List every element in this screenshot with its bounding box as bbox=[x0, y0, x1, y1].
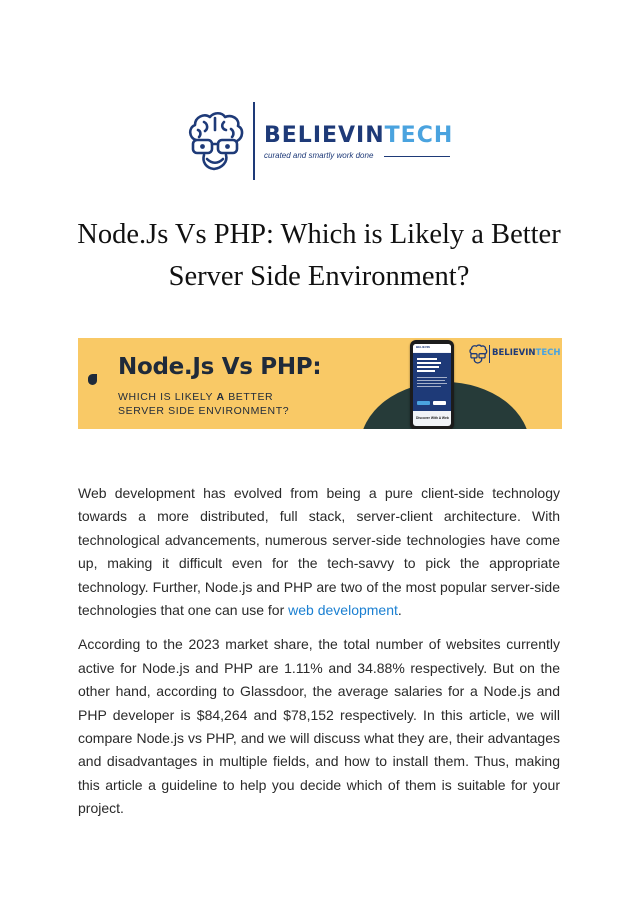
web-development-link[interactable]: web development bbox=[288, 602, 398, 619]
phone-button-primary bbox=[417, 401, 430, 405]
phone-text-line bbox=[417, 383, 447, 384]
paragraph-2: According to the 2023 market share, the total number of websites currently active for Node.js and PHP are 1.11% and 34.88% respectively. But on the other hand, according to Glassdoor, the average salaries for a Node.js and PHP developer is $84,264 and $78,152 respectively. In this article, we will compare Node.js vs PHP, and we will discuss what they are, their advantages and disadvantages in multiple fields, and how to install them. Thus, making this article a guideline to help you decide which of them is suitable for your project. bbox=[78, 636, 560, 817]
banner-logo-divider bbox=[489, 345, 490, 363]
phone-text-line bbox=[417, 380, 445, 381]
brain-with-glasses-icon bbox=[468, 344, 488, 364]
article-body bbox=[78, 482, 560, 832]
paragraph-1 bbox=[78, 482, 560, 622]
phone-screen bbox=[413, 344, 451, 426]
phone-mockup-icon bbox=[410, 340, 454, 429]
banner-subheading bbox=[118, 390, 289, 418]
banner-sub-line1-end: BETTER bbox=[224, 391, 274, 403]
phone-footer-text: Discover With A Web bbox=[416, 416, 449, 420]
phone-text-line bbox=[417, 362, 441, 364]
phone-text-line bbox=[417, 358, 437, 360]
banner-brand-dark: BELIEVIN bbox=[492, 348, 536, 358]
phone-text-line bbox=[417, 366, 439, 368]
brain-with-glasses-icon bbox=[184, 110, 246, 172]
phone-header bbox=[413, 344, 451, 352]
brand-name bbox=[264, 124, 453, 148]
phone-brand: BELIEVIN bbox=[416, 345, 430, 349]
quote-mark-icon bbox=[88, 374, 97, 385]
brand-name-dark: BELIEVIN bbox=[264, 123, 385, 148]
banner-sub-line1-em: A bbox=[216, 391, 225, 403]
banner-heading: Node.Js Vs PHP: bbox=[118, 354, 322, 380]
phone-button-secondary bbox=[433, 401, 446, 405]
phone-hero-card bbox=[413, 353, 451, 411]
logo-divider bbox=[253, 102, 255, 180]
brand-logo bbox=[184, 100, 454, 184]
banner-brand-name bbox=[492, 348, 561, 358]
banner-logo bbox=[468, 344, 560, 364]
banner-brand-light: TECH bbox=[535, 348, 561, 358]
phone-text-line bbox=[417, 386, 441, 387]
phone-text-line bbox=[417, 377, 447, 378]
banner-sub-line2: SERVER SIDE ENVIRONMENT? bbox=[118, 405, 290, 417]
banner-sub-line1 bbox=[118, 390, 289, 404]
hero-banner bbox=[78, 338, 562, 429]
brand-name-light: TECH bbox=[384, 123, 454, 148]
paragraph-1-end: . bbox=[397, 602, 402, 619]
phone-text-line bbox=[417, 370, 435, 372]
article-title: Node.Js Vs PHP: Which is Likely a Better Server Side Environment? bbox=[77, 219, 561, 292]
banner-sub-line1-start: WHICH IS LIKELY bbox=[118, 391, 217, 403]
paragraph-1-text: Web development has evolved from being a pure client-side technology towards a more distributed, full stack, server-client architecture. With technological advancements, numerous server-side technologies have come up, making it difficult even for the tech-savvy to pick the appropriate technology. Further, Node.js and PHP are two of the most popular server-side technologies that one can use for bbox=[78, 485, 560, 619]
brand-tagline: curated and smartly work done bbox=[264, 151, 374, 160]
tagline-rule bbox=[384, 156, 450, 157]
